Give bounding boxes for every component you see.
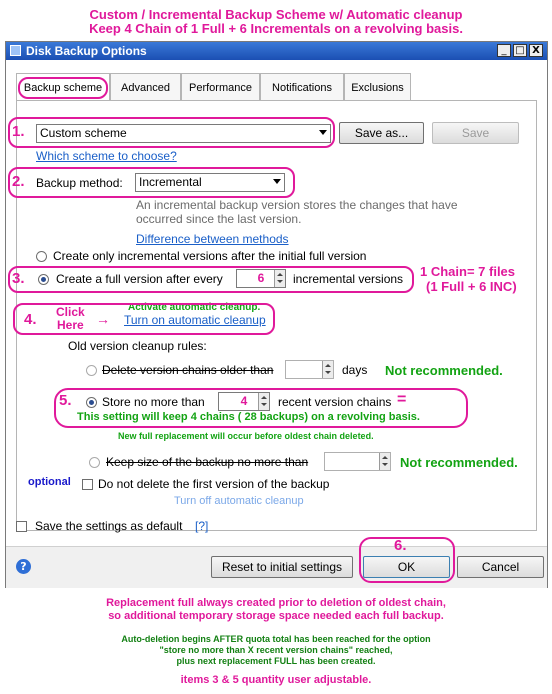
step-1-label: 1. <box>12 123 25 140</box>
header-line-2: Keep 4 Chain of 1 Full + 6 Incrementals on a revolving basis. <box>89 21 463 36</box>
difference-methods-link[interactable]: Difference between methods <box>136 232 289 246</box>
method-description: An incremental backup version stores the changes that have occurred since the last version. <box>136 198 458 226</box>
ok-button[interactable]: OK <box>363 556 450 578</box>
activate-note: Activate automatic cleanup. <box>128 302 261 313</box>
save-default-label: Save the settings as default <box>35 519 183 533</box>
replacement-note: New full replacement will occur before oldest chain deleted. <box>118 431 374 441</box>
arrow-right-icon: → <box>96 311 110 327</box>
delete-older-spinner[interactable] <box>285 360 334 379</box>
note-green-1: Auto-deletion begins AFTER quota total has been reached for the option <box>121 634 431 644</box>
tab-exclusions[interactable]: Exclusions <box>344 73 411 101</box>
note-green-3: plus next replacement FULL has been created. <box>176 656 376 666</box>
note-line-2: so additional temporary storage space needed each full backup. <box>108 610 444 622</box>
spinner-arrows-icon[interactable] <box>322 361 333 378</box>
step-5-label: 5. <box>59 392 72 409</box>
full-after-spinner[interactable] <box>236 269 286 288</box>
store-no-more-value: 4 <box>240 394 248 408</box>
delete-older-unit: days <box>342 363 368 377</box>
keep-size-label: Keep size of the backup no more than <box>106 455 309 469</box>
cleanup-rules-label: Old version cleanup rules: <box>68 339 207 353</box>
app-icon <box>10 45 21 56</box>
window-title: Disk Backup Options <box>26 44 147 58</box>
do-not-delete-label: Do not delete the first version of the backup <box>98 477 330 491</box>
chain-note-2: (1 Full + 6 INC) <box>426 279 517 294</box>
save-button[interactable]: Save <box>432 122 519 144</box>
spinner-arrows-icon[interactable] <box>258 393 269 410</box>
optional-note: optional <box>28 476 71 488</box>
save-as-button[interactable]: Save as... <box>339 122 424 144</box>
backup-method-select[interactable] <box>135 173 285 192</box>
click-here-note: Click Here <box>56 305 85 332</box>
backup-method-value: Incremental <box>139 175 202 189</box>
delete-older-label: Delete version chains older than <box>102 363 274 377</box>
step-4-label: 4. <box>24 311 37 328</box>
step-2-label: 2. <box>12 173 25 190</box>
only-incremental-radio[interactable] <box>36 251 47 262</box>
store-no-more-suffix: recent version chains <box>278 395 392 409</box>
only-incremental-label: Create only incremental versions after the initial full version <box>53 249 367 263</box>
save-default-checkbox[interactable] <box>16 521 27 532</box>
store-no-more-radio[interactable] <box>86 397 97 408</box>
turn-off-cleanup-link[interactable]: Turn off automatic cleanup <box>174 495 304 507</box>
help-icon[interactable]: ? <box>16 559 31 574</box>
title-bar[interactable] <box>6 42 547 60</box>
step-6-label: 6. <box>394 537 407 554</box>
keep-size-spinner[interactable] <box>324 452 391 471</box>
tab-advanced[interactable]: Advanced <box>110 73 181 101</box>
do-not-delete-checkbox[interactable] <box>82 479 93 490</box>
reset-button[interactable]: Reset to initial settings <box>211 556 353 578</box>
note-green-2: "store no more than X recent version chains" reached, <box>159 645 393 655</box>
scheme-select[interactable] <box>36 124 331 143</box>
full-after-radio[interactable] <box>38 274 49 285</box>
full-after-prefix: Create a full version after every <box>56 272 223 286</box>
tab-backup-scheme[interactable] <box>16 73 110 101</box>
spinner-arrows-icon[interactable] <box>274 270 285 287</box>
full-after-suffix: incremental versions <box>293 272 404 286</box>
chevron-down-icon <box>273 179 281 184</box>
minimize-button[interactable]: _ <box>497 44 511 57</box>
disk-backup-options-window <box>5 41 548 588</box>
not-recommended-1: Not recommended. <box>385 363 503 378</box>
store-no-more-spinner[interactable] <box>218 392 270 411</box>
which-scheme-link[interactable]: Which scheme to choose? <box>36 149 177 163</box>
store-no-more-label: Store no more than <box>102 395 205 409</box>
tab-performance[interactable]: Performance <box>181 73 260 101</box>
close-button[interactable]: X <box>529 44 543 57</box>
turn-on-cleanup-link[interactable]: Turn on automatic cleanup <box>124 313 266 327</box>
delete-older-radio[interactable] <box>86 365 97 376</box>
keep-size-radio[interactable] <box>89 457 100 468</box>
help-link[interactable]: [?] <box>195 519 209 533</box>
scheme-select-value: Custom scheme <box>40 126 127 140</box>
step-3-label: 3. <box>12 270 25 287</box>
cancel-button[interactable]: Cancel <box>457 556 544 578</box>
not-recommended-2: Not recommended. <box>400 455 518 470</box>
full-after-value: 6 <box>257 271 265 285</box>
chain-note-1: 1 Chain= 7 files <box>420 264 516 279</box>
store-note: This setting will keep 4 chains ( 28 backups) on a revolving basis. <box>77 411 420 423</box>
spinner-arrows-icon[interactable] <box>379 453 390 470</box>
tab-backup-scheme-label: Backup scheme <box>18 77 108 99</box>
maximize-button[interactable]: □ <box>513 44 527 57</box>
tab-notifications[interactable]: Notifications <box>260 73 344 101</box>
chevron-down-icon <box>319 130 327 135</box>
note-line-1: Replacement full always created prior to deletion of oldest chain, <box>106 597 446 609</box>
note-last: items 3 & 5 quantity user adjustable. <box>180 674 372 686</box>
equals-sign: = <box>397 391 407 408</box>
header-line-1: Custom / Incremental Backup Scheme w/ Automatic cleanup <box>89 7 463 22</box>
backup-method-label: Backup method: <box>36 176 123 190</box>
